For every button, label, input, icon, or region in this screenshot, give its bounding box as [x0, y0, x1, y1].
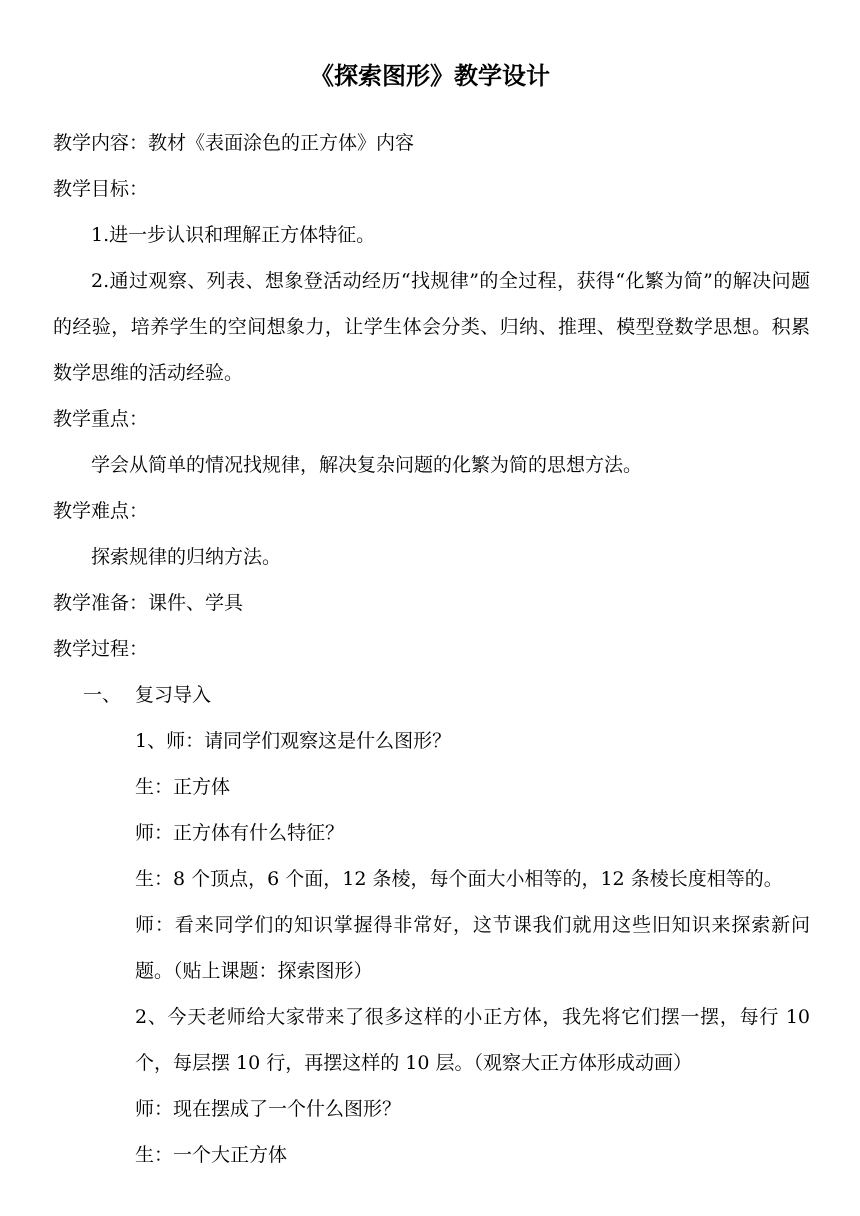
difficulty-text: 探索规律的归纳方法。 — [91, 546, 282, 568]
document-title: 《探索图形》教学设计 — [310, 62, 550, 90]
dialogue-line: 师：看来同学们的知识掌握得非常好，这节课我们就用这些旧知识来探索新问题。（贴上课题：探索图形） — [135, 914, 810, 982]
dialogue-line: 生：正方体 — [135, 776, 231, 798]
dialogue-line: 生：8 个顶点，6 个面，12 条棱，每个面大小相等的，12 条棱长度相等的。 — [135, 868, 783, 890]
section-1-number: 一、 — [83, 684, 122, 706]
key-point-text: 学会从简单的情况找规律，解决复杂问题的化繁为简的思想方法。 — [91, 454, 643, 476]
objective-1: 1.进一步认识和理解正方体特征。 — [91, 224, 376, 246]
process-heading: 教学过程： — [53, 638, 149, 660]
objective-2: 2.通过观察、列表、想象登活动经历“找规律”的全过程，获得“化繁为简”的解决问题的经验，培养学生的空间想象力，让学生体会分类、归纳、推理、模型登数学思想。积累数学思维的活动经验。 — [53, 270, 810, 384]
dialogue-line: 生：一个大正方体 — [135, 1144, 288, 1166]
preparation-line: 教学准备：课件、学具 — [53, 592, 244, 614]
section-1-title: 复习导入 — [135, 684, 212, 706]
section-1-heading — [53, 672, 810, 718]
dialogue-line: 师：现在摆成了一个什么图形？ — [135, 1098, 402, 1120]
difficulty-heading: 教学难点： — [53, 500, 149, 522]
key-point-heading: 教学重点： — [53, 408, 149, 430]
dialogue-line: 1、师：请同学们观察这是什么图形？ — [135, 730, 452, 752]
dialogue-line: 2、今天老师给大家带来了很多这样的小正方体，我先将它们摆一摆，每行 10 个，每层摆 10 行，再摆这样的 10 层。（观察大正方体形成动画） — [135, 1006, 810, 1074]
teaching-content: 教学内容：教材《表面涂色的正方体》内容 — [53, 132, 415, 154]
document-body — [53, 120, 810, 1178]
objectives-heading: 教学目标： — [53, 178, 149, 200]
dialogue-line: 师：正方体有什么特征？ — [135, 822, 345, 844]
